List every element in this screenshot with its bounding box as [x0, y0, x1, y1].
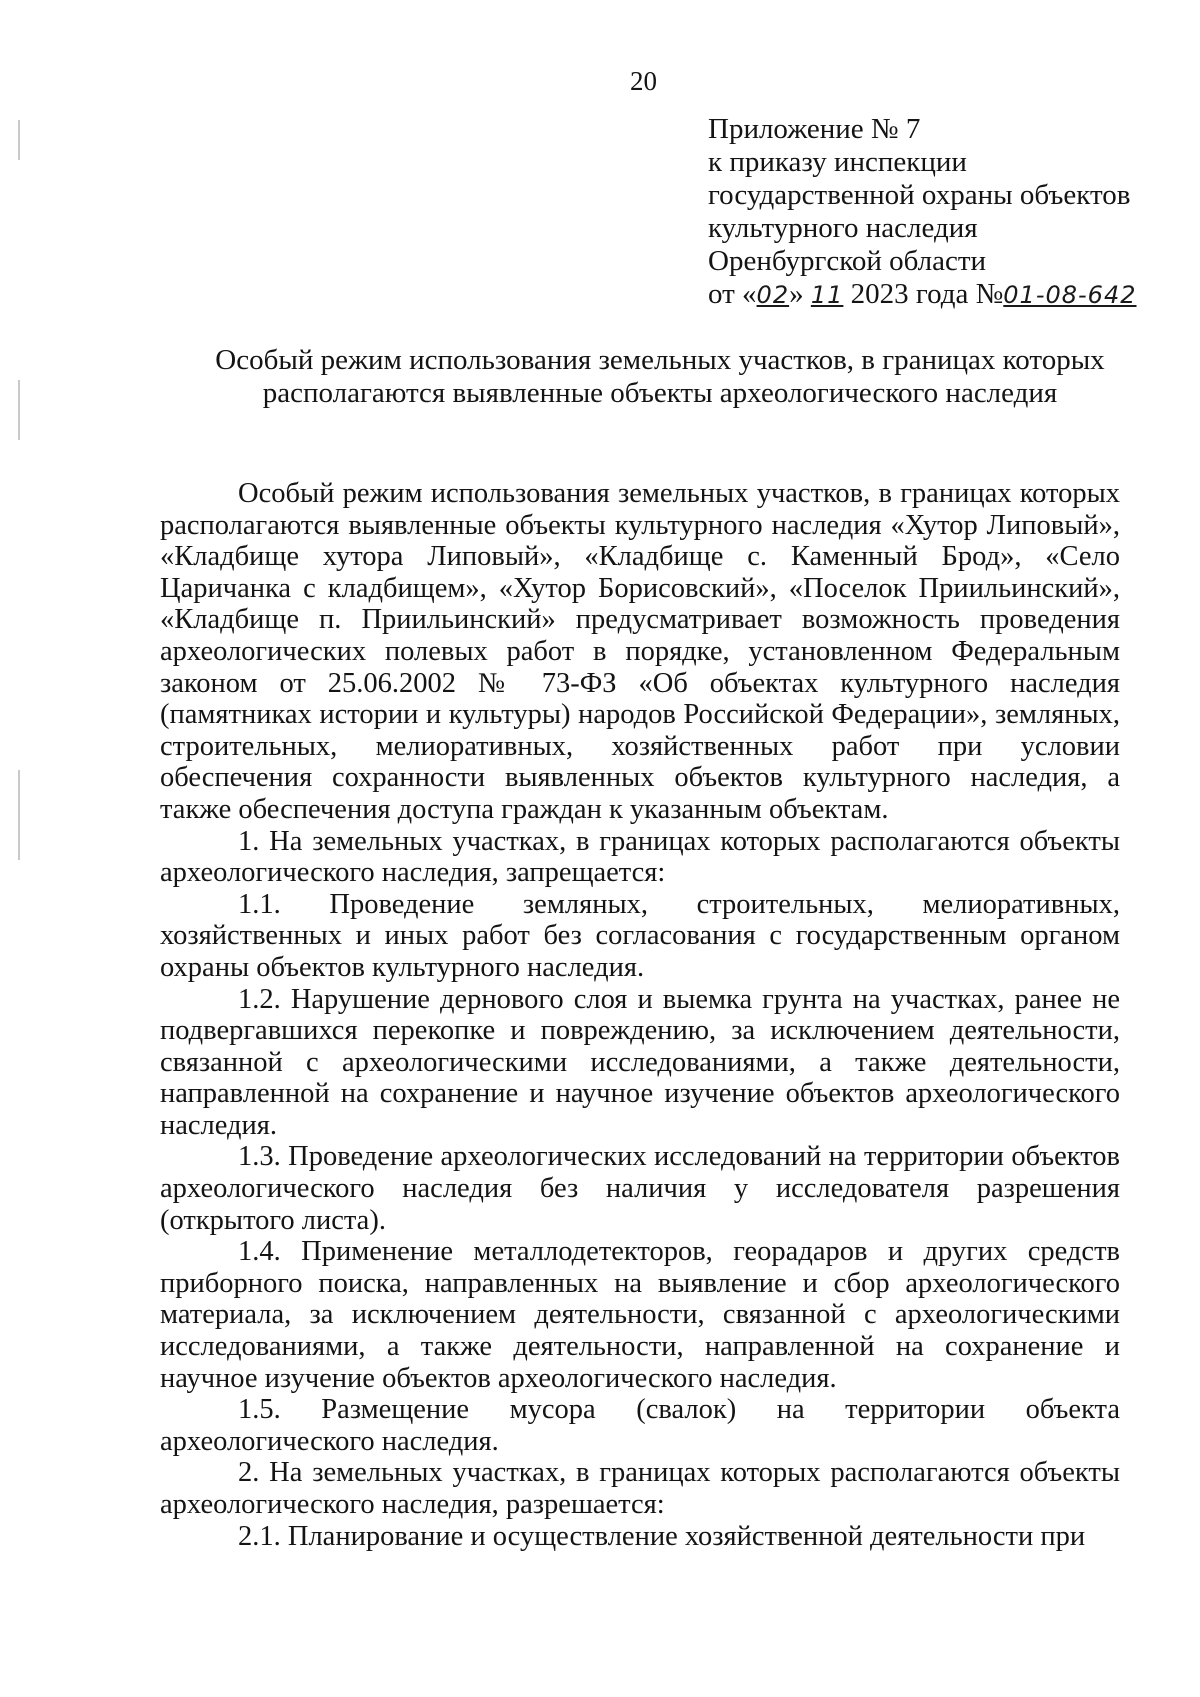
document-body [160, 478, 1120, 1552]
appendix-line: государственной охраны объектов [708, 179, 1131, 211]
document-title: Особый режим использования земельных участков, в границах которых располагаются выявленные объекты археологического наследия [215, 344, 1105, 409]
date-day: 02 [756, 281, 790, 309]
paragraph: 1.1. Проведение земляных, строительных, мелиоративных, хозяйственных и иных работ без согласования с государственным органом охраны объектов культурного наследия. [160, 888, 1120, 983]
appendix-line: к приказу инспекции [708, 146, 967, 178]
paragraph: 1.4. Применение металлодетекторов, георадаров и других средств приборного поиска, направленных на выявление и сбор археологического материала, за исключением деятельности, связанной с археологическими исследованиями, а также деятельности, направленной на сохранение и научное изучение объектов археологического наследия. [160, 1236, 1120, 1394]
appendix-line: культурного наследия [708, 212, 978, 244]
scan-artifact [18, 120, 20, 160]
paragraph: 1.3. Проведение археологических исследований на территории объектов археологического наследия без наличия у исследователя разрешения (открытого листа). [160, 1141, 1120, 1236]
scan-artifact [18, 380, 20, 440]
appendix-line: Приложение № 7 [708, 113, 921, 145]
appendix-line: Оренбургской области [708, 245, 987, 277]
order-number: 01-08-642 [1003, 281, 1137, 309]
paragraph: 1. На земельных участках, в границах которых располагаются объекты археологического наследия, запрещается: [160, 825, 1120, 889]
paragraph: 2. На земельных участках, в границах которых располагаются объекты археологического наследия, разрешается: [160, 1457, 1120, 1520]
date-prefix: от « [708, 278, 757, 310]
appendix-header [708, 113, 1137, 312]
scan-artifact [18, 770, 20, 860]
date-year: 2023 года № [850, 278, 1004, 310]
paragraph: 2.1. Планирование и осуществление хозяйственной деятельности при [238, 1520, 1086, 1552]
date-month: 11 [810, 281, 844, 309]
paragraph: 1.5. Размещение мусора (свалок) на территории объекта археологического наследия. [160, 1394, 1120, 1457]
paragraph: Особый режим использования земельных участков, в границах которых располагаются выявленные объекты культурного наследия «Хутор Липовый», «Кладбище хутора Липовый», «Кладбище с. Каменный Брод», «Село Царичанка с кладбищем», «Хутор Борисовский», «Поселок Приильинский», «Кладбище п. Приильинский» предусматривает возможность проведения археологических полевых работ в порядке, установленном Федеральным законом от 25.06.2002 № 73-ФЗ «Об объектах культурного наследия (памятниках истории и культуры) народов Российской Федерации», земляных, строительных, мелиоративных, хозяйственных работ при условии обеспечения сохранности выявленных объектов культурного наследия, а также обеспечения доступа граждан к указанным объектам. [160, 478, 1120, 825]
date-mid: » [789, 278, 804, 310]
page-number: 20 [630, 66, 657, 96]
paragraph: 1.2. Нарушение дернового слоя и выемка грунта на участках, ранее не подвергавшихся перекопке и повреждению, за исключением деятельности, связанной с археологическими исследованиями, а также деятельности, направленной на сохранение и научное изучение объектов археологического наследия. [160, 983, 1120, 1141]
order-date-line [708, 278, 1137, 312]
